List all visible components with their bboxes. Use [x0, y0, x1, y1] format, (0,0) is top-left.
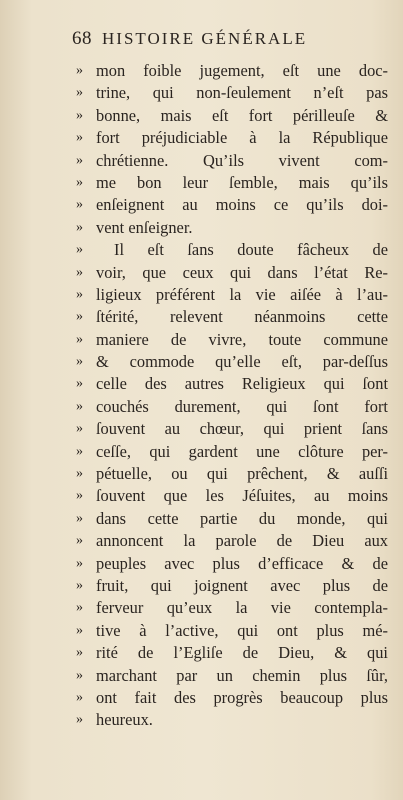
text-line — [76, 530, 388, 552]
quotation-mark: » — [76, 376, 83, 392]
quotation-mark: » — [76, 219, 83, 235]
quotation-mark: » — [76, 107, 83, 123]
text-line — [76, 284, 388, 306]
quotation-mark: » — [76, 577, 83, 593]
quotation-mark: » — [76, 398, 83, 414]
quotation-mark: » — [76, 555, 83, 571]
line-text: ſouvent au chœur, qui prient ſans — [96, 419, 388, 439]
text-line — [76, 665, 388, 687]
line-text: ceſſe, qui gardent une clôture per- — [96, 441, 388, 461]
quotation-mark: » — [76, 600, 83, 616]
line-text: & commode qu’elle eſt, par-deſſus — [96, 352, 388, 372]
text-line — [76, 329, 388, 351]
text-line — [76, 508, 388, 530]
line-text: pétuelle, ou qui prêchent, & auſſi — [96, 464, 388, 484]
text-line — [76, 418, 388, 440]
line-text: ſtérité, relevent néanmoins cette — [96, 307, 388, 327]
quotation-mark: » — [76, 286, 83, 302]
quotation-mark: » — [76, 689, 83, 705]
text-line — [76, 194, 388, 216]
text-line — [76, 239, 388, 261]
quotation-mark: » — [76, 174, 83, 190]
line-text: ferveur qu’eux la vie contempla- — [96, 598, 388, 618]
text-line — [76, 150, 388, 172]
quotation-mark: » — [76, 264, 83, 280]
text-line — [76, 127, 388, 149]
quotation-mark: » — [76, 488, 83, 504]
line-text: ſouvent que les Jéſuites, au moins — [96, 486, 388, 506]
line-text: marchant par un chemin plus ſûr, — [96, 665, 388, 685]
text-line — [76, 172, 388, 194]
text-line — [76, 262, 388, 284]
line-text: trine, qui non-ſeulement n’eſt pas — [96, 83, 388, 103]
quotation-mark: » — [76, 197, 83, 213]
line-text: tive à l’active, qui ont plus mé- — [96, 620, 388, 640]
line-text: dans cette partie du monde, qui — [96, 508, 388, 528]
text-line — [76, 687, 388, 709]
text-line — [76, 373, 388, 395]
text-line — [76, 575, 388, 597]
line-text: peuples avec plus d’efficace & de — [96, 553, 388, 573]
line-text: vent enſeigner. — [96, 217, 193, 237]
line-text: mon foible jugement, eſt une doc- — [96, 61, 388, 80]
line-text: enſeignent au moins ce qu’ils doi- — [96, 195, 388, 215]
quotation-mark: » — [76, 622, 83, 638]
line-text: bonne, mais eſt fort périlleuſe & — [96, 105, 388, 125]
quotation-mark: » — [76, 533, 83, 549]
quotation-mark: » — [76, 130, 83, 146]
quotation-mark: » — [76, 443, 83, 459]
line-text: celle des autres Religieux qui ſont — [96, 374, 388, 394]
text-line — [76, 105, 388, 127]
line-text: fruit, qui joignent avec plus de — [96, 575, 388, 595]
quotation-mark: » — [76, 63, 83, 78]
quotation-mark: » — [76, 712, 83, 728]
text-line — [76, 396, 388, 418]
page-header — [72, 28, 363, 54]
line-text: couchés durement, qui ſont fort — [96, 396, 388, 416]
text-line — [76, 620, 388, 642]
quotation-mark: » — [76, 309, 83, 325]
line-text: ont fait des progrès beaucoup plus — [96, 687, 388, 707]
text-line — [76, 82, 388, 104]
line-text: fort préjudiciable à la République — [96, 128, 388, 148]
running-title: HISTOIRE GÉNÉRALE — [102, 29, 308, 48]
line-text: annoncent la parole de Dieu aux — [96, 531, 388, 551]
text-line — [76, 306, 388, 328]
page-number: 68 — [72, 28, 92, 49]
quotation-mark: » — [76, 421, 83, 437]
text-line — [76, 597, 388, 619]
quotation-mark: » — [76, 85, 83, 101]
quotation-mark: » — [76, 354, 83, 370]
text-line — [76, 351, 388, 373]
quotation-mark: » — [76, 242, 83, 258]
text-line — [76, 485, 388, 507]
line-text: maniere de vivre, toute commune — [96, 329, 388, 349]
quotation-mark: » — [76, 331, 83, 347]
text-line — [76, 463, 388, 485]
text-line — [76, 441, 388, 463]
body-text — [76, 60, 388, 732]
quotation-mark: » — [76, 645, 83, 661]
text-line — [76, 60, 388, 82]
line-text: chrétienne. Qu’ils vivent com- — [96, 150, 388, 170]
text-line — [76, 217, 388, 239]
quotation-mark: » — [76, 466, 83, 482]
quotation-mark: » — [76, 667, 83, 683]
quotation-mark: » — [76, 152, 83, 168]
line-text: voir, que ceux qui dans l’état Re- — [96, 262, 388, 282]
line-text: Il eſt ſans doute fâcheux de — [114, 240, 388, 260]
text-line — [76, 709, 388, 731]
line-text: me bon leur ſemble, mais qu’ils — [96, 172, 388, 192]
text-line — [76, 642, 388, 664]
line-text: heureux. — [96, 710, 153, 730]
quotation-mark: » — [76, 510, 83, 526]
text-line — [76, 553, 388, 575]
line-text: ligieux préférent la vie aiſée à l’au- — [96, 284, 388, 304]
line-text: rité de l’Egliſe de Dieu, & qui — [96, 643, 388, 663]
